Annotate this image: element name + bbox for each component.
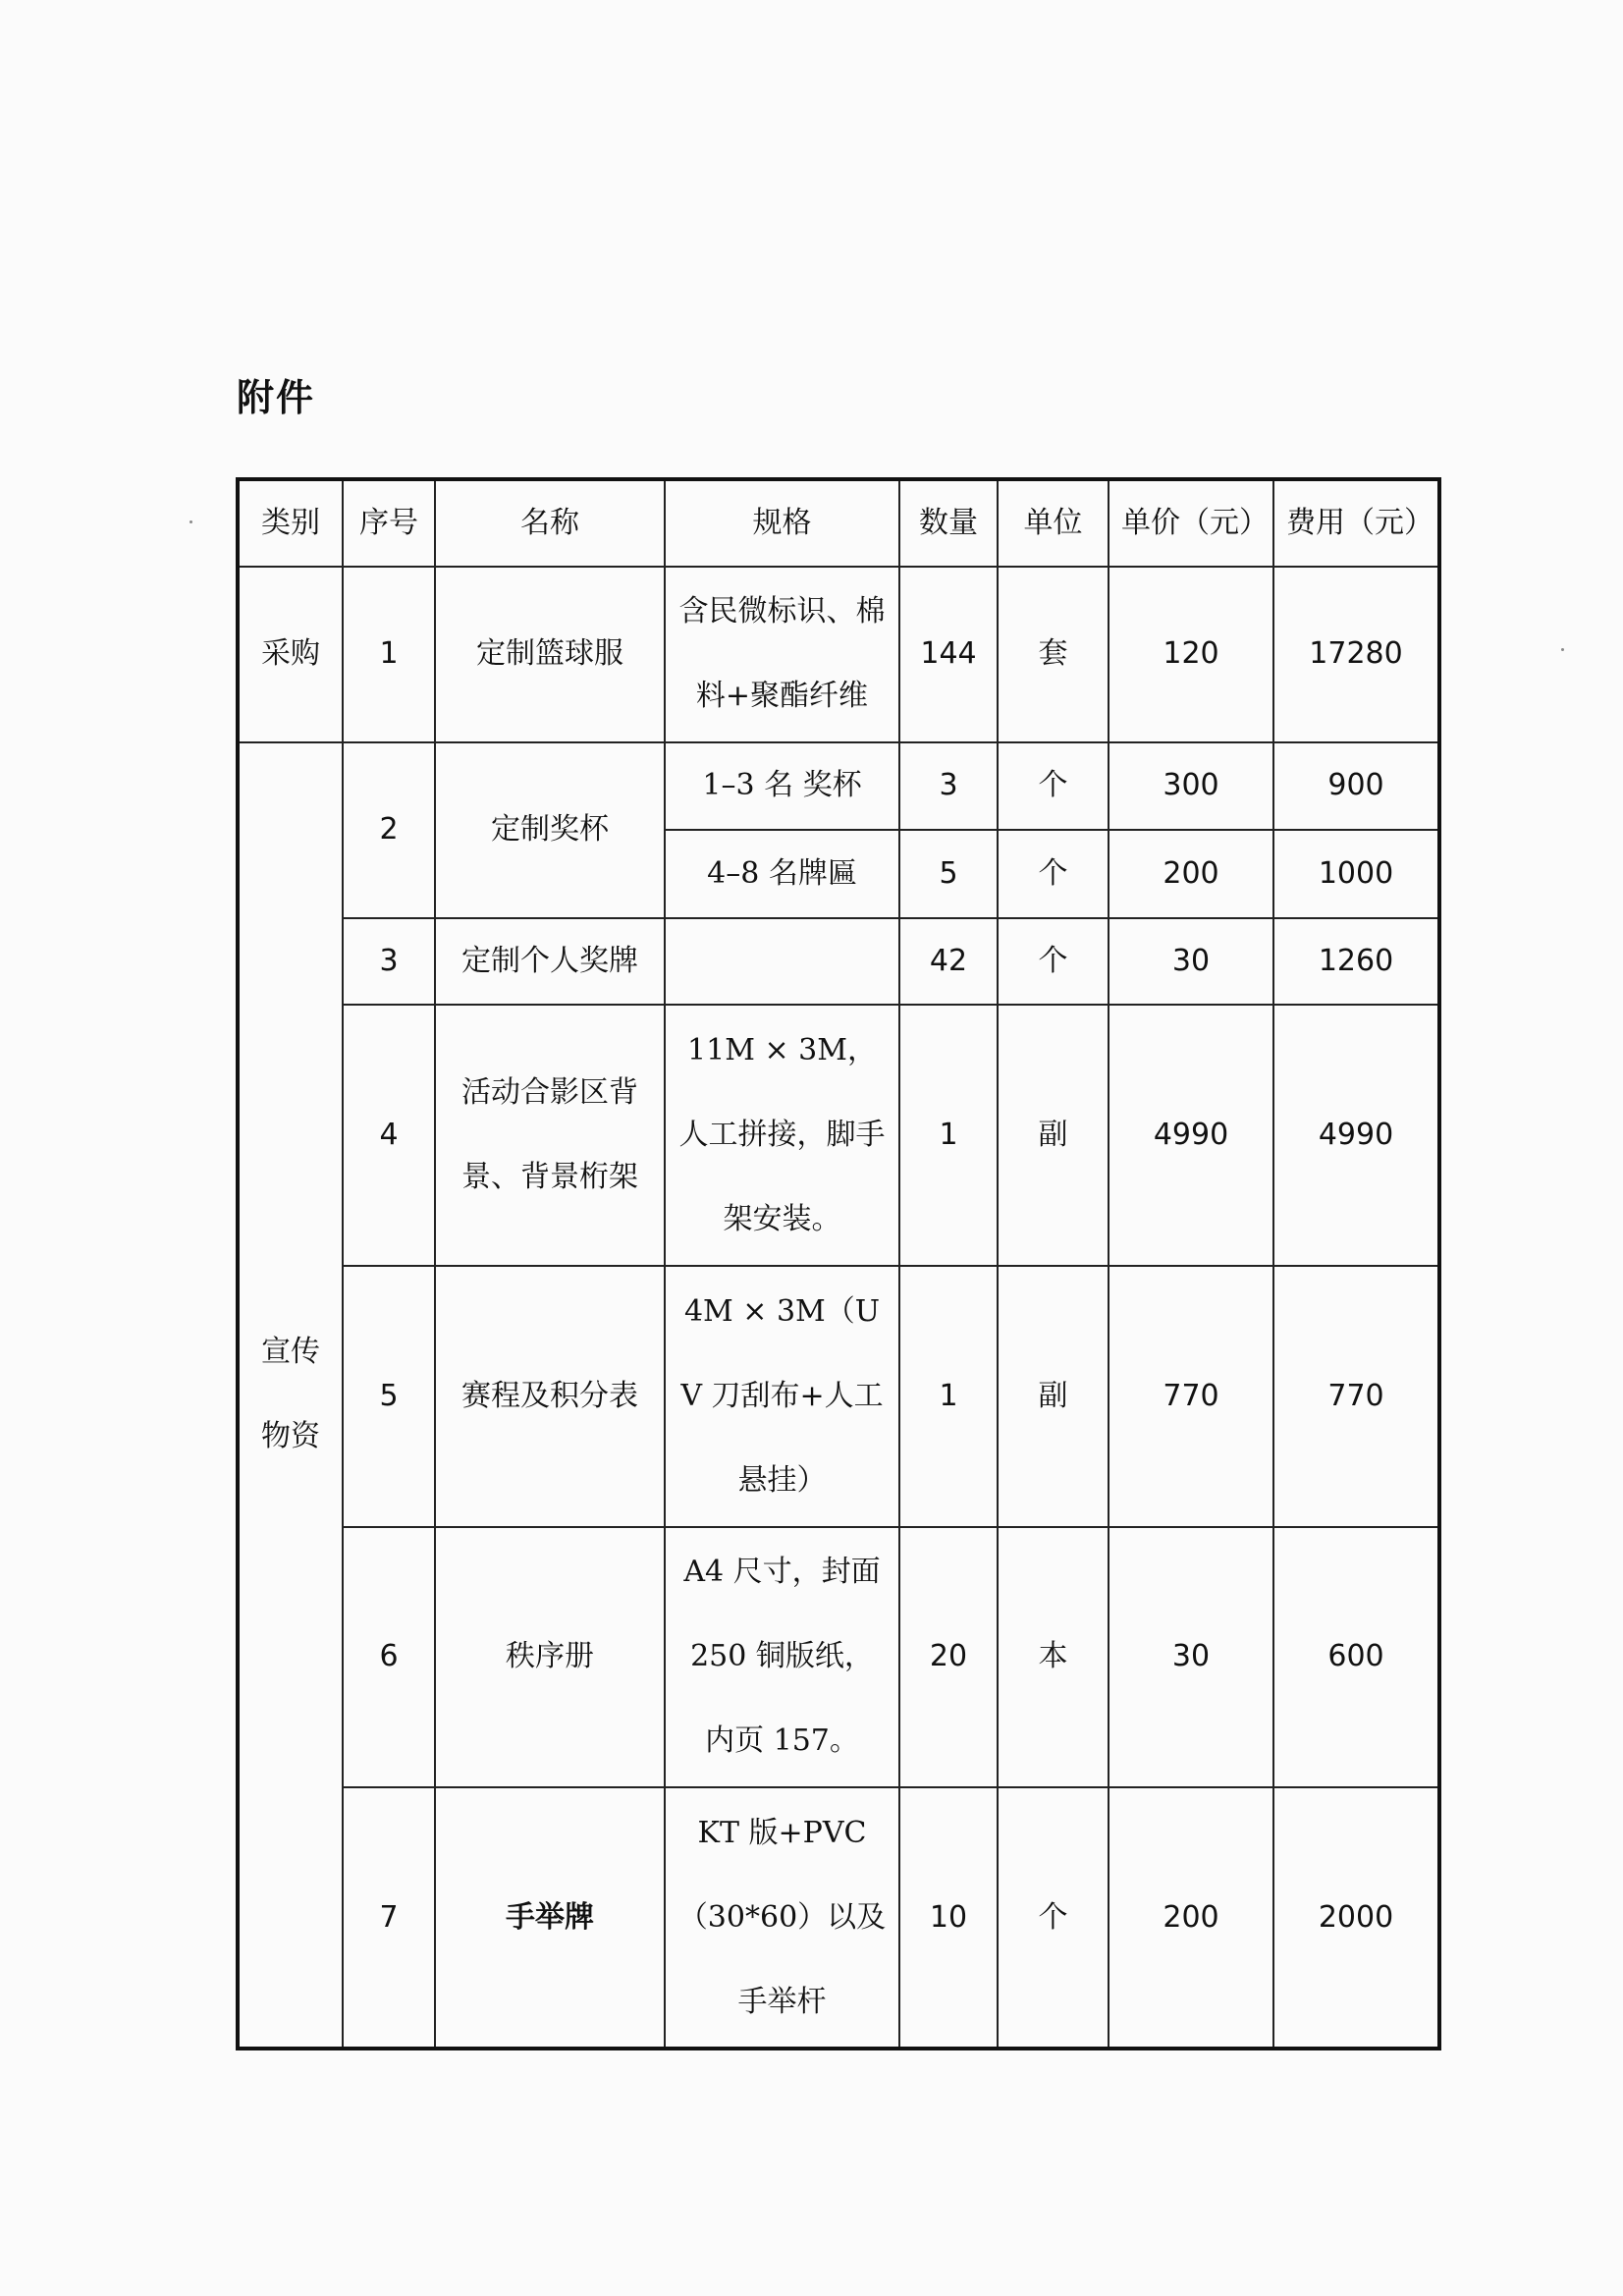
name-cell: 定制奖杯 bbox=[435, 742, 665, 918]
price-cell: 30 bbox=[1109, 1527, 1273, 1788]
table-row bbox=[238, 567, 1439, 742]
table-row bbox=[238, 1527, 1439, 1788]
name-cell: 秩序册 bbox=[435, 1527, 665, 1788]
qty-cell: 10 bbox=[899, 1787, 998, 2049]
unit-cell: 副 bbox=[998, 1005, 1109, 1266]
spec-cell: A4 尺寸，封面 250 铜版纸，内页 157。 bbox=[665, 1527, 899, 1788]
table-row bbox=[238, 1266, 1439, 1527]
spec-cell: 1–3 名 奖杯 bbox=[665, 742, 899, 831]
spec-cell: 11M × 3M，人工拼接，脚手架安装。 bbox=[665, 1005, 899, 1266]
header-unit: 单位 bbox=[998, 479, 1109, 567]
price-cell: 200 bbox=[1109, 830, 1273, 918]
qty-cell: 1 bbox=[899, 1005, 998, 1266]
price-cell: 770 bbox=[1109, 1266, 1273, 1527]
header-cost: 费用（元） bbox=[1273, 479, 1439, 567]
header-spec: 规格 bbox=[665, 479, 899, 567]
unit-cell: 副 bbox=[998, 1266, 1109, 1527]
qty-cell: 20 bbox=[899, 1527, 998, 1788]
name-cell: 赛程及积分表 bbox=[435, 1266, 665, 1527]
spec-cell: 4M × 3M（UV 刀刮布+人工悬挂） bbox=[665, 1266, 899, 1527]
page-title: 附件 bbox=[237, 376, 316, 419]
unit-cell: 个 bbox=[998, 742, 1109, 831]
seq-cell: 4 bbox=[343, 1005, 435, 1266]
qty-cell: 3 bbox=[899, 742, 998, 831]
name-cell: 活动合影区背景、背景桁架 bbox=[435, 1005, 665, 1266]
seq-cell: 2 bbox=[343, 742, 435, 918]
seq-cell: 6 bbox=[343, 1527, 435, 1788]
cost-cell: 900 bbox=[1273, 742, 1439, 831]
table-row bbox=[238, 1005, 1439, 1266]
cost-cell: 600 bbox=[1273, 1527, 1439, 1788]
unit-cell: 个 bbox=[998, 918, 1109, 1006]
spec-cell: 4–8 名牌匾 bbox=[665, 830, 899, 918]
cost-cell: 2000 bbox=[1273, 1787, 1439, 2049]
seq-cell: 3 bbox=[343, 918, 435, 1006]
price-cell: 120 bbox=[1109, 567, 1273, 742]
table-row bbox=[238, 742, 1439, 831]
table-row bbox=[238, 1787, 1439, 2049]
name-cell: 手举牌 bbox=[435, 1787, 665, 2049]
unit-cell: 个 bbox=[998, 1787, 1109, 2049]
header-qty: 数量 bbox=[899, 479, 998, 567]
category-cell: 宣传物资 bbox=[238, 742, 343, 2049]
header-seq: 序号 bbox=[343, 479, 435, 567]
qty-cell: 1 bbox=[899, 1266, 998, 1527]
cost-cell: 17280 bbox=[1273, 567, 1439, 742]
name-cell: 定制篮球服 bbox=[435, 567, 665, 742]
qty-cell: 5 bbox=[899, 830, 998, 918]
seq-cell: 7 bbox=[343, 1787, 435, 2049]
header-name: 名称 bbox=[435, 479, 665, 567]
qty-cell: 42 bbox=[899, 918, 998, 1006]
header-category: 类别 bbox=[238, 479, 343, 567]
scan-speck bbox=[1561, 648, 1564, 651]
price-cell: 4990 bbox=[1109, 1005, 1273, 1266]
unit-cell: 个 bbox=[998, 830, 1109, 918]
spec-cell bbox=[665, 918, 899, 1006]
cost-cell: 1000 bbox=[1273, 830, 1439, 918]
cost-cell: 770 bbox=[1273, 1266, 1439, 1527]
unit-cell: 套 bbox=[998, 567, 1109, 742]
qty-cell: 144 bbox=[899, 567, 998, 742]
unit-cell: 本 bbox=[998, 1527, 1109, 1788]
seq-cell: 1 bbox=[343, 567, 435, 742]
seq-cell: 5 bbox=[343, 1266, 435, 1527]
cost-cell: 4990 bbox=[1273, 1005, 1439, 1266]
cost-cell: 1260 bbox=[1273, 918, 1439, 1006]
name-cell: 定制个人奖牌 bbox=[435, 918, 665, 1006]
header-price: 单价（元） bbox=[1109, 479, 1273, 567]
budget-table bbox=[236, 477, 1441, 2050]
table-row bbox=[238, 918, 1439, 1006]
spec-cell: 含民微标识、棉料+聚酯纤维 bbox=[665, 567, 899, 742]
price-cell: 300 bbox=[1109, 742, 1273, 831]
price-cell: 30 bbox=[1109, 918, 1273, 1006]
spec-cell: KT 版+PVC（30*60）以及手举杆 bbox=[665, 1787, 899, 2049]
table-header-row bbox=[238, 479, 1439, 567]
scan-speck bbox=[189, 520, 192, 523]
price-cell: 200 bbox=[1109, 1787, 1273, 2049]
category-cell: 采购 bbox=[238, 567, 343, 742]
